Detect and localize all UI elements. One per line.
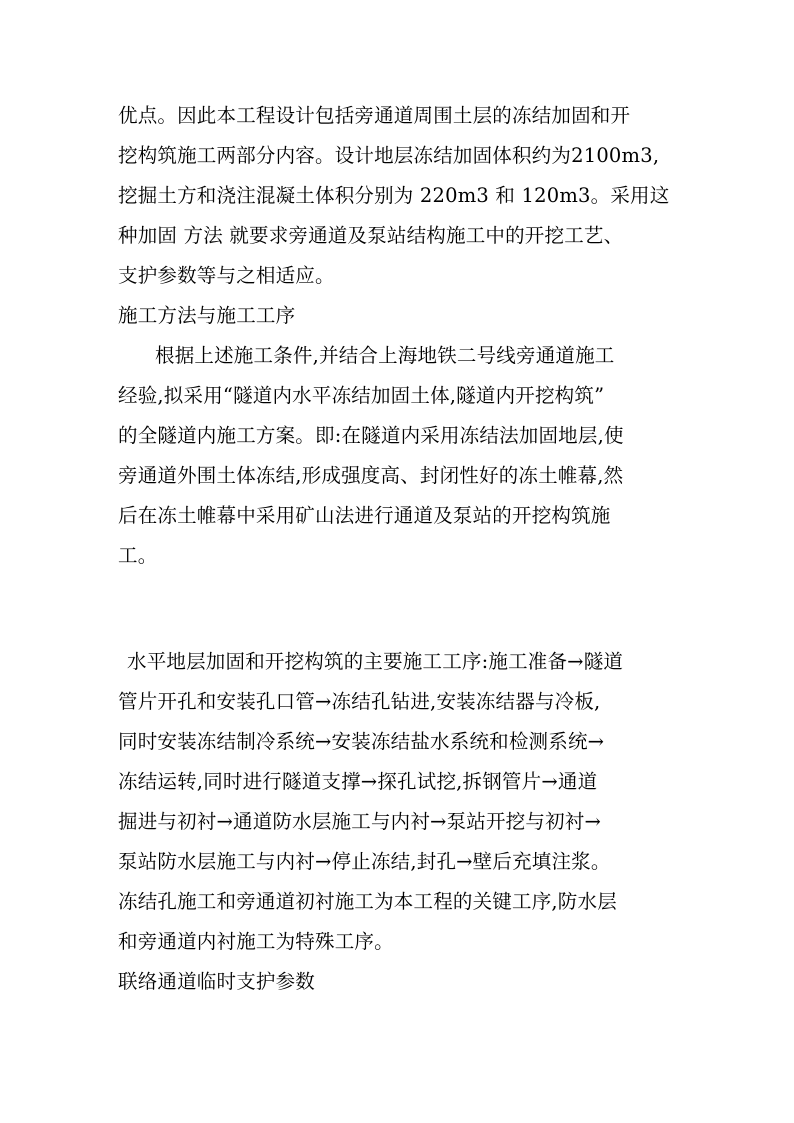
paragraph-line: 旁通道外围土体冻结,形成强度高、封闭性好的冻土帷幕,然 (118, 464, 624, 487)
paragraph-line: 经验,拟采用“隧道内水平冻结加固土体,隧道内开挖构筑” (118, 384, 605, 407)
paragraph-line: 工。 (118, 544, 158, 567)
paragraph-line: 挖掘土方和浇注混凝土体积分别为 220m3 和 120m3。采用这 (118, 184, 670, 207)
paragraph-line: 根据上述施工条件,并结合上海地铁二号线旁通道施工 (155, 344, 615, 367)
paragraph-line: 管片开孔和安装孔口管→冻结孔钻进,安装冻结器与冷板, (118, 690, 601, 713)
paragraph-line: 冻结运转,同时进行隧道支撑→探孔试挖,拆钢管片→通道 (118, 770, 598, 793)
paragraph-line: 的全隧道内施工方案。即:在隧道内采用冻结法加固地层,使 (118, 424, 624, 447)
paragraph-line: 同时安装冻结制冷系统→安装冻结盐水系统和检测系统→ (118, 730, 605, 753)
paragraph-line: 水平地层加固和开挖构筑的主要施工工序:施工准备→隧道 (127, 650, 624, 673)
paragraph-line: 后在冻土帷幕中采用矿山法进行通道及泵站的开挖构筑施 (118, 504, 611, 527)
paragraph-line: 泵站防水层施工与内衬→停止冻结,封孔→壁后充填注浆。 (118, 850, 611, 873)
paragraph-line: 和旁通道内衬施工为特殊工序。 (118, 930, 394, 953)
paragraph-line: 掘进与初衬→通道防水层施工与内衬→泵站开挖与初衬→ (118, 810, 602, 833)
paragraph-line: 支护参数等与之相适应。 (118, 264, 335, 287)
section-heading: 施工方法与施工工序 (118, 304, 296, 327)
section-heading: 联络通道临时支护参数 (118, 970, 316, 993)
paragraph-line: 冻结孔施工和旁通道初衬施工为本工程的关键工序,防水层 (118, 890, 617, 913)
paragraph-line: 种加固 方法 就要求旁通道及泵站结构施工中的开挖工艺、 (118, 224, 624, 247)
paragraph-line: 优点。因此本工程设计包括旁通道周围土层的冻结加固和开 (118, 104, 631, 127)
paragraph-line: 挖构筑施工两部分内容。设计地层冻结加固体积约为2100m3, (118, 144, 660, 167)
